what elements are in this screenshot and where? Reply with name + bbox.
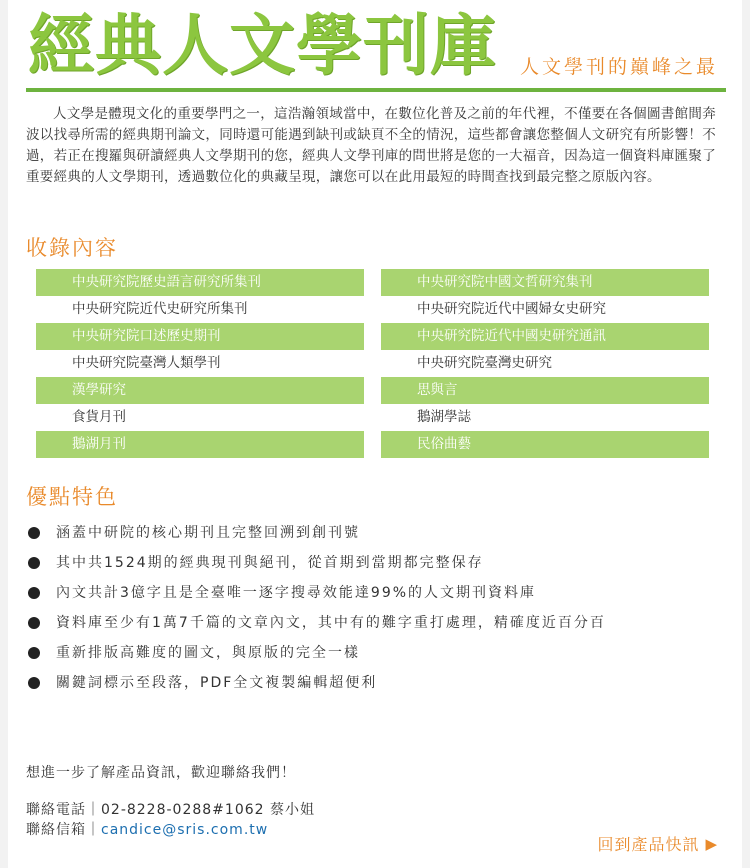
journal-item: 中央研究院臺灣史研究: [417, 355, 552, 371]
back-to-news-link[interactable]: [597, 832, 718, 855]
bullet-icon: [28, 617, 40, 629]
email-link[interactable]: candice@sris.com.tw: [101, 822, 269, 838]
bullet-icon: [28, 557, 40, 569]
journal-item: 中央研究院中國文哲研究集刊: [381, 269, 709, 296]
bullet-icon: [28, 677, 40, 689]
feature-list: [26, 518, 726, 698]
table-row: [36, 350, 709, 377]
journal-item: 食貨月刊: [72, 409, 126, 425]
feature-text: 重新排版高難度的圖文，與原版的完全一樣: [56, 645, 360, 661]
journal-item: 思與言: [381, 377, 709, 404]
back-link-label: 回到產品快訊: [597, 835, 700, 854]
list-item: [26, 578, 726, 608]
journal-item: 中央研究院口述歷史期刊: [36, 323, 364, 350]
contact-phone: [26, 799, 315, 819]
table-row: [36, 296, 709, 323]
title-divider: [26, 88, 726, 92]
phone-value: 02-8228-0288#1062 蔡小姐: [101, 802, 315, 818]
list-item: [26, 668, 726, 698]
journal-table: [36, 269, 709, 458]
features-heading: 優點特色: [26, 485, 118, 509]
table-row: [36, 269, 709, 296]
phone-label: 聯絡電話｜: [26, 802, 101, 818]
arrow-right-icon: ▶: [705, 834, 718, 853]
collection-heading: 收錄內容: [26, 236, 118, 260]
journal-item: 中央研究院歷史語言研究所集刊: [36, 269, 364, 296]
intro-paragraph: 人文學是體現文化的重要學門之一，這浩瀚領域當中，在數位化普及之前的年代裡，不僅要在各個圖書館間奔波以找尋所需的經典期刊論文，同時還可能遇到缺刊或缺頁不全的情況，這些都會讓您整個人文研究有所影響！不過，若正在搜羅與研讀經典人文學期刊的您，經典人文學刊庫的問世將是您的一大福音，因為這一個資料庫匯聚了重要經典的人文學期刊，透過數位化的典藏呈現，讓您可以在此用最短的時間查找到最完整之原版內容。: [26, 106, 716, 185]
journal-item: 中央研究院臺灣人類學刊: [72, 355, 221, 371]
list-item: [26, 548, 726, 578]
contact-email: [26, 819, 268, 839]
journal-item: 民俗曲藝: [381, 431, 709, 458]
list-item: [26, 608, 726, 638]
feature-text: 資料庫至少有1萬7千篇的文章內文，其中有的難字重打處理，精確度近百分百: [56, 615, 606, 631]
table-row: [36, 404, 709, 431]
table-row: [36, 377, 709, 404]
journal-item: 中央研究院近代中國史研究通訊: [381, 323, 709, 350]
feature-text: 其中共1524期的經典現刊與絕刊，從首期到當期都完整保存: [56, 555, 484, 571]
bullet-icon: [28, 647, 40, 659]
journal-item: 鵝湖學誌: [417, 409, 471, 425]
contact-lead: 想進一步了解產品資訊，歡迎聯絡我們！: [26, 765, 296, 781]
feature-text: 涵蓋中研院的核心期刊且完整回溯到創刊號: [56, 525, 360, 541]
feature-text: 內文共計3億字且是全臺唯一逐字搜尋效能達99%的人文期刊資料庫: [56, 585, 537, 601]
list-item: [26, 518, 726, 548]
list-item: [26, 638, 726, 668]
journal-item: 漢學研究: [36, 377, 364, 404]
page-subtitle: 人文學刊的巔峰之最: [519, 56, 718, 78]
journal-item: 中央研究院近代中國婦女史研究: [417, 301, 606, 317]
page-title: 經典人文學刊庫: [28, 7, 497, 84]
bullet-icon: [28, 527, 40, 539]
table-row: [36, 323, 709, 350]
journal-item: 中央研究院近代史研究所集刊: [72, 301, 248, 317]
header: [28, 6, 728, 90]
page: [8, 0, 742, 868]
feature-text: 關鍵詞標示至段落，PDF全文複製編輯超便利: [56, 675, 378, 691]
bullet-icon: [28, 587, 40, 599]
email-label: 聯絡信箱｜: [26, 822, 101, 838]
journal-item: 鵝湖月刊: [36, 431, 364, 458]
table-row: [36, 431, 709, 458]
